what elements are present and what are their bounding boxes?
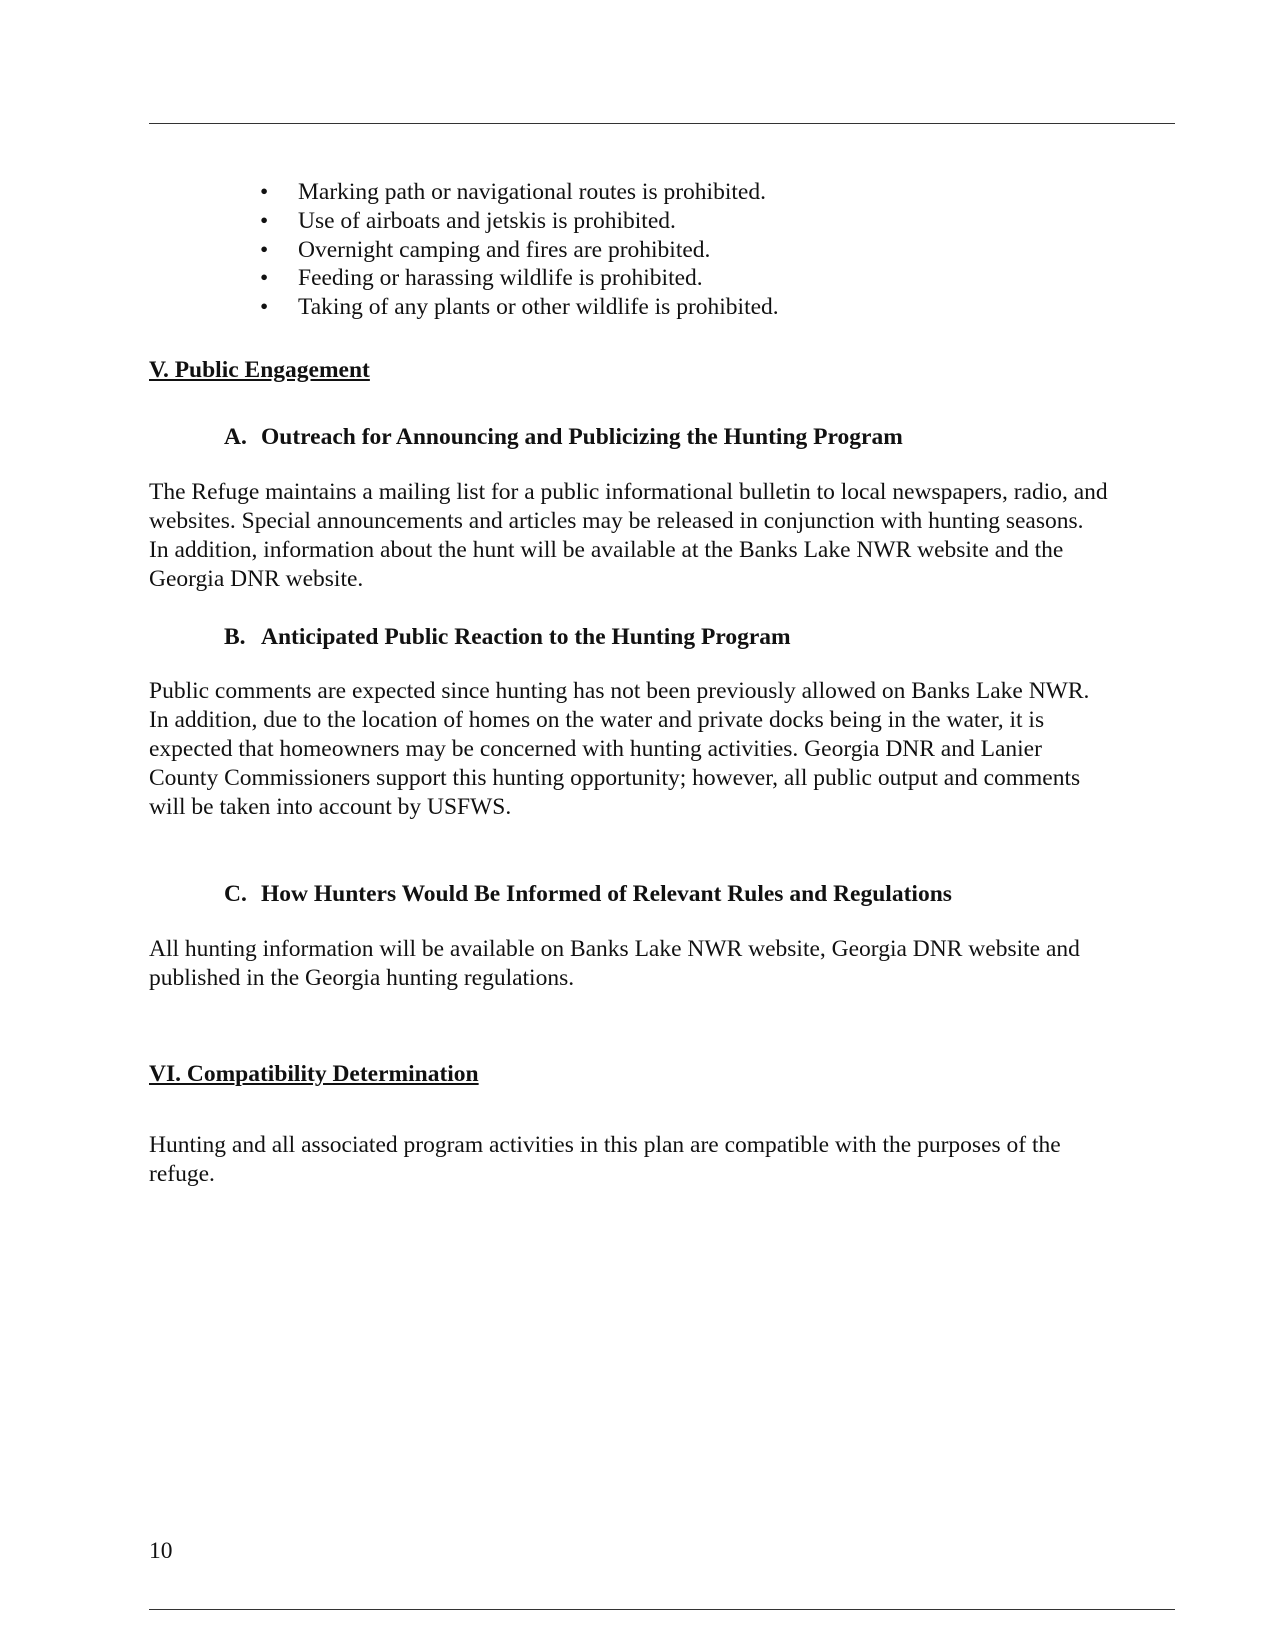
subsection-b-letter: B. [224, 624, 246, 650]
subsection-a-letter: A. [224, 424, 247, 450]
page-number: 10 [149, 1538, 173, 1564]
bullet-glyph: • [260, 179, 269, 205]
footer-rule [149, 1609, 1175, 1610]
bullet-glyph: • [260, 294, 269, 320]
subsection-b-title: Anticipated Public Reaction to the Hunting Program [261, 624, 791, 650]
paragraph-line: In addition, information about the hunt will be available at the Banks Lake NWR website and the [149, 537, 1064, 563]
paragraph-line: All hunting information will be available on Banks Lake NWR website, Georgia DNR website and [149, 936, 1080, 962]
paragraph-line: County Commissioners support this hunting opportunity; however, all public output and comments [149, 765, 1081, 791]
list-item-text: Taking of any plants or other wildlife is prohibited. [298, 294, 779, 320]
list-item [260, 236, 779, 265]
subsection-c-title: How Hunters Would Be Informed of Relevant Rules and Regulations [261, 881, 952, 907]
subsection-a-paragraph [149, 478, 1108, 594]
paragraph-line: published in the Georgia hunting regulations. [149, 965, 575, 991]
list-item [260, 293, 779, 322]
section-vi-heading: VI. Compatibility Determination [149, 1061, 479, 1087]
subsection-c-paragraph [149, 935, 1080, 993]
paragraph-line: Public comments are expected since hunting has not been previously allowed on Banks Lake NWR. [149, 678, 1090, 704]
paragraph-line: expected that homeowners may be concerned with hunting activities. Georgia DNR and Lanier [149, 736, 1042, 762]
list-item-text: Overnight camping and fires are prohibited. [298, 236, 711, 263]
paragraph-line: In addition, due to the location of homes on the water and private docks being in the water, it is [149, 707, 1045, 733]
paragraph-line: The Refuge maintains a mailing list for a public informational bulletin to local newspapers, radio, and [149, 479, 1108, 505]
header-rule [149, 123, 1175, 124]
list-item [260, 207, 779, 236]
paragraph-line: websites. Special announcements and articles may be released in conjunction with hunting seasons. [149, 508, 1084, 534]
subsection-b-paragraph [149, 677, 1089, 822]
paragraph-line: Georgia DNR website. [149, 566, 364, 592]
list-item-text: Marking path or navigational routes is prohibited. [298, 179, 766, 205]
paragraph-line: Hunting and all associated program activities in this plan are compatible with the purposes of the [149, 1132, 1061, 1158]
subsection-c-letter: C. [224, 881, 247, 907]
paragraph-line: refuge. [149, 1161, 215, 1187]
paragraph-line: will be taken into account by USFWS. [149, 794, 512, 820]
list-item [260, 178, 779, 207]
bullet-glyph: • [260, 265, 269, 292]
section-vi-paragraph [149, 1131, 1061, 1189]
subsection-b-heading [224, 623, 791, 652]
bullet-glyph: • [260, 207, 269, 234]
list-item-text: Feeding or harassing wildlife is prohibited. [298, 265, 703, 292]
subsection-a-heading [224, 423, 903, 452]
section-v-heading: V. Public Engagement [149, 357, 370, 383]
subsection-a-title: Outreach for Announcing and Publicizing the Hunting Program [261, 424, 903, 450]
subsection-c-heading [224, 880, 952, 909]
prohibitions-list [260, 178, 779, 322]
bullet-glyph: • [260, 236, 269, 263]
list-item-text: Use of airboats and jetskis is prohibited. [298, 207, 676, 234]
list-item [260, 264, 779, 293]
